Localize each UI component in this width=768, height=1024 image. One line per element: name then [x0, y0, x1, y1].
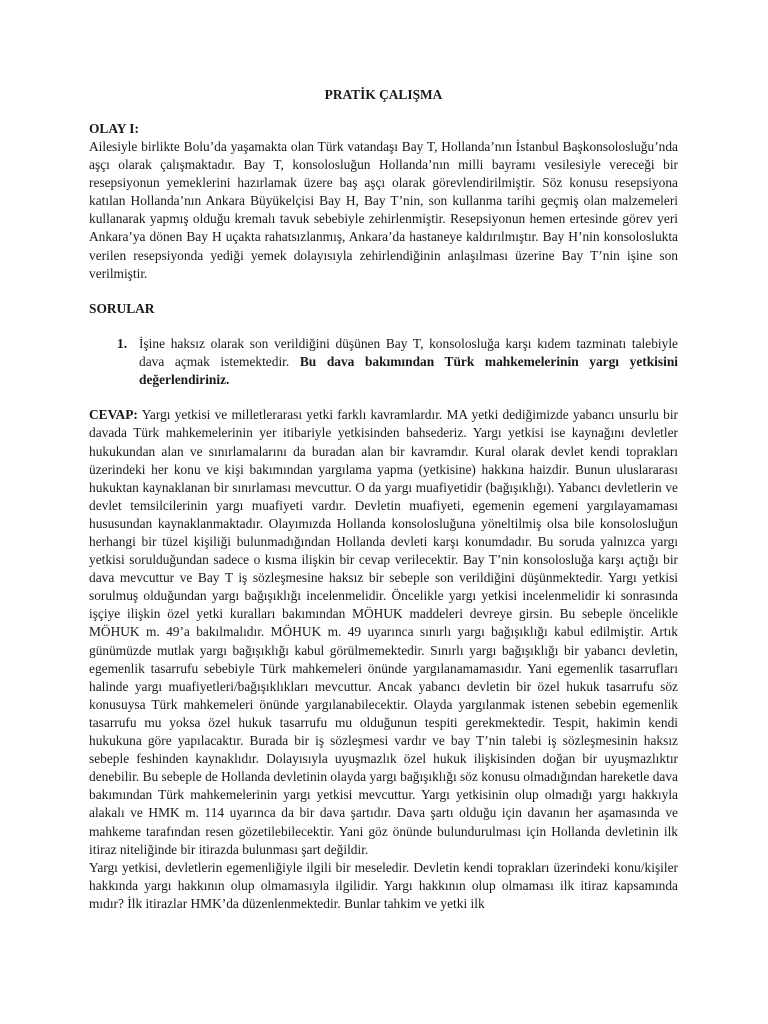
case-paragraph: Ailesiyle birlikte Bolu’da yaşamakta olan Türk vatandaşı Bay T, Hollanda’nın İstanbul Başkonsolosluğu’nda aşçı olarak çalışmaktadır. Bay T, konsolosluğun Hollanda’nın milli bayramı vesilesiyle vereceği bir resepsiyonun yemeklerini hazırlamak üzere baş aşçı olarak görevlendirilmiştir. Söz konusu resepsiyona katılan Hollanda’nın Ankara Büyükelçisi Bay H, Bay T’nin, son kullanma tarihi geçmiş olan malzemeleri kullanarak yapmış olduğu kremalı tavuk sebebiyle zehirlenmiştir. Resepsiyonun hemen ertesinde görev yeri Ankara’ya dönen Bay H uçakta rahatsızlanmış, Ankara’da hastaneye kaldırılmıştır. Bay H’nin konsoloslukta verilen resepsiyonda yediği yemek dolayısıyla zehirlendiğinin anlaşılması üzerine Bay T’nin işine son verilmiştir. [89, 139, 678, 281]
question-bold-text: Bu dava bakımından Türk mahkemelerinin yargı yetkisini değerlendiriniz. [139, 353, 678, 388]
spacer [89, 318, 678, 335]
case-heading: OLAY I: [89, 121, 139, 136]
answer-paragraph-2: Yargı yetkisi, devletlerin egemenliğiyle ilgili bir meseledir. Devletin kendi toprakları üzerindeki konu/kişiler hakkında yargı hakkının olup olmamasıyla ilgilidir. Yargı hakkının olup olmaması ilk itiraz kapsamında mıdır? İlk itirazlar HMK’da düzenlenmektedir. Bunlar tahkim ve yetki ilk [89, 859, 678, 911]
page-title: PRATİK ÇALIŞMA [324, 87, 443, 102]
answer-label: CEVAP: [89, 407, 138, 423]
questions-heading: SORULAR [89, 300, 155, 316]
answer-paragraph [89, 406, 678, 858]
spacer [89, 283, 678, 300]
question-item [89, 335, 678, 390]
question-text: İşine haksız olarak son verildiğini düşünen Bay T, konsolosluğa karşı kıdem tazminatı talebiyle dava açmak istemektedir. [139, 335, 678, 369]
spacer [89, 389, 678, 406]
answer-text: Yargı yetkisi ve milletlerarası yetki farklı kavramlardır. MA yetki dediğimizde yabancı unsurlu bir davada Türk mahkemelerinin yer itibariyle yetkisinden bahsederiz. Yargı yetkisi ise kaynağını devletler hukukundan alan ve sınırlamalarını da buradan alan bir kavramdır. Kural olarak devlet kendi toprakları üzerindeki her konu ve kişi bakımından yargılama yapma (yetkisine) hakkına haizdir. Bunun uluslararası hukuktan kaynaklanan bir sınırlaması mevcuttur. O da yargı muafiyetidir (bağışıklığı). Yabancı devletlerin ve devlet temsilcilerinin yargı muafiyeti vardır. Devletin muafiyeti, egemenin egemeni yargılayamaması hususundan kaynaklanmaktadır. Olayımızda Hollanda konsolosluğuna yöneltilmiş olsa bile konsolosluğun herhangi bir tüzel kişiliği bulunmadığından Hollanda devleti karşı konumdadır. Bu soruda yalnızca yargı yetkisi sorulduğundan sadece o kısma ilişkin bir cevap verilecektir. Bay T’nin konsolosluğa karşı açtığı bir dava mevcuttur ve Bay T iş sözleşmesine haksız bir sebeple son verildiğini düşünmektedir. Yargı yetkisi sorulmuş olduğundan yargı bağışıklığı incelenmelidir. Öncelikle yargı yetkisi incelenmelidir ki sonrasında işçiye ilişkin özel yetki kuralları bakımından MÖHUK maddeleri devreye girsin. Bu sebeple öncelikle MÖHUK m. 49’a bakılmalıdır. MÖHUK m. 49 uyarınca sınırlı yargı bağışıklığı kabul edilmiştir. Artık günümüzde mutlak yargı bağışıklığı kabul görülmemektedir. Sınırlı yargı bağışıklığı bir yabancı devletin, egemenlik tasarrufu sebebiyle Türk mahkemeleri önünde yargılanamamasıdır. Yani egemenlik tasarrufları halinde yargı muafiyetleri/bağışıklıkları mevcuttur. Ancak yabancı devletin bir özel hukuk tasarrufu söz konusuysa Türk mahkemeleri önünde yargılanabilecektir. Olayda yargılanmak istenen sebebin egemenlik tasarrufu mu yoksa özel hukuk tasarrufu mu olduğunun tespiti gerekmektedir. Tespit, hakimin kendi hukukuna göre yapılacaktır. Burada bir iş sözleşmesi vardır ve bay T’nin talebi iş sözleşmesinin haksız sebeple feshinden kaynaklıdır. Dolayısıyla uyuşmazlık özel hukuk ilişkisinden doğan bir uyuşmazlıktır denebilir. Bu sebeple de Hollanda devletinin olayda yargı bağışıklığı söz konusu olmadığından hareketle dava bakımından Türk mahkemelerinin yargı yetkisi mevcuttur. Yargı yetkisinin olup olmadığı yargı hakkıyla alakalı ve HMK m. 114 uyarınca da bir dava şartıdır. Dava şartı olduğu için davanın her aşamasında ve mahkeme tarafından resen gözetilebilecektir. Yani göz önünde bulundurulması için Hollanda devletinin ilk itiraz niteliğinde bir itirazda bulunması şart değildir. [89, 407, 678, 857]
document-body [89, 86, 678, 913]
question-number: 1. [117, 335, 128, 351]
